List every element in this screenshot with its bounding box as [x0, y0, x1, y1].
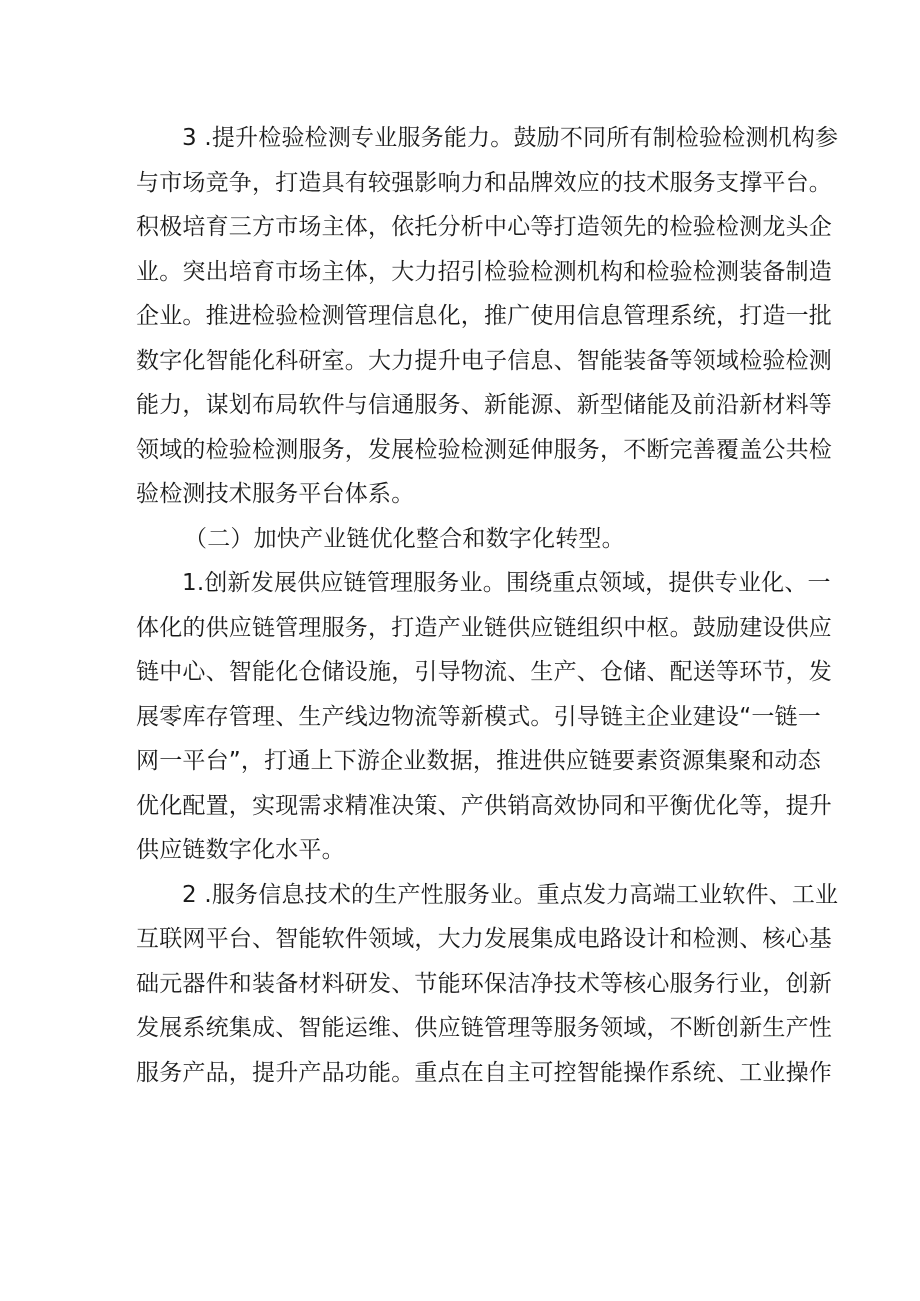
text-line: 与市场竞争，打造具有较强影响力和品牌效应的技术服务支撑平台。	[136, 169, 832, 196]
text-line: 2 .服务信息技术的生产性服务业。重点发力高端工业软件、工业	[182, 881, 839, 908]
text-line: 网一平台”，打通上下游企业数据，推进供应链要素资源集聚和动态	[136, 748, 821, 774]
text-line: 1.创新发展供应链管理服务业。围绕重点领域，提供专业化、一	[182, 570, 831, 596]
section-heading: （二）加快产业链优化整合和数字化转型。	[184, 525, 625, 552]
text-line: 企业。推进检验检测管理信息化，推广使用信息管理系统，打造一批	[136, 303, 832, 329]
text-line: 验检测技术服务平台体系。	[136, 481, 415, 507]
text-line: 互联网平台、智能软件领域，大力发展集成电路设计和检测、核心基	[136, 926, 832, 952]
text-line: 领域的检验检测服务，发展检验检测延伸服务，不断完善覆盖公共检	[136, 436, 832, 463]
text-line: 服务产品，提升产品功能。重点在自主可控智能操作系统、工业操作	[136, 1059, 832, 1086]
text-line: 础元器件和装备材料研发、节能环保洁净技术等核心服务行业，创新	[136, 970, 832, 997]
text-line: 展零库存管理、生产线边物流等新模式。引导链主企业建设“一链一	[136, 703, 821, 730]
paragraph-section-3	[136, 116, 839, 517]
text-line: 能力，谋划布局软件与信通服务、新能源、新型储能及前沿新材料等	[136, 392, 832, 418]
text-line: 数字化智能化科研室。大力提升电子信息、智能装备等领域检验检测	[136, 347, 832, 374]
text-line: 业。突出培育市场主体，大力招引检验检测机构和检验检测装备制造	[136, 258, 832, 285]
text-line: 链中心、智能化仓储设施，引导物流、生产、仓储、配送等环节，发	[136, 659, 832, 685]
text-line: 体化的供应链管理服务，打造产业链供应链组织中枢。鼓励建设供应	[136, 614, 832, 641]
paragraph-section-1	[136, 561, 832, 873]
text-line: 发展系统集成、智能运维、供应链管理等服务领域，不断创新生产性	[136, 1015, 832, 1041]
text-line: 3 .提升检验检测专业服务能力。鼓励不同所有制检验检测机构参	[182, 125, 839, 151]
text-line: 积极培育三方市场主体，依托分析中心等打造领先的检验检测龙头企	[136, 214, 832, 240]
document-body	[136, 116, 839, 1095]
paragraph-section-2	[136, 873, 839, 1096]
text-line: 供应链数字化水平。	[136, 837, 345, 863]
text-line: 优化配置，实现需求精准决策、产供销高效协同和平衡优化等，提升	[136, 792, 832, 819]
